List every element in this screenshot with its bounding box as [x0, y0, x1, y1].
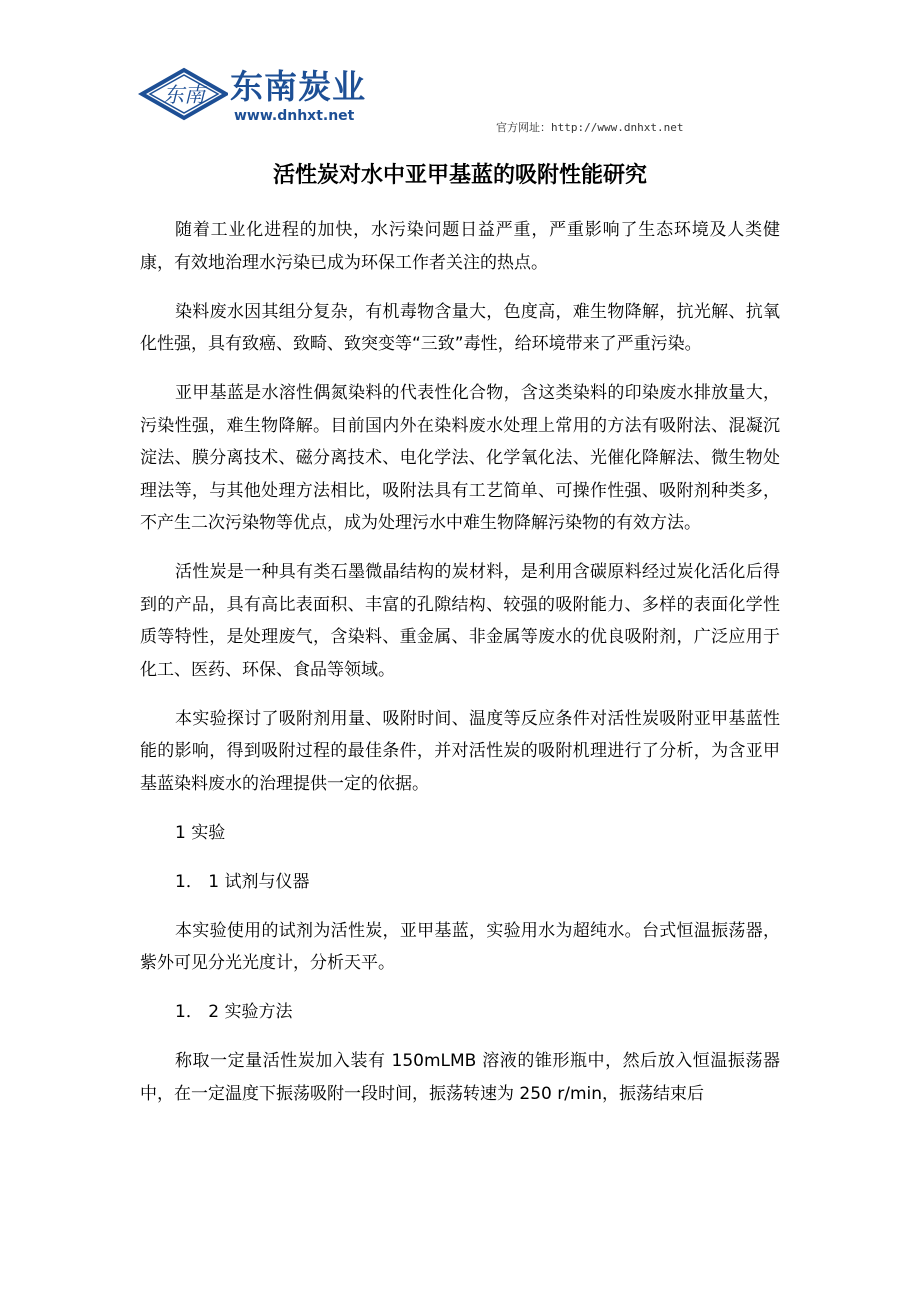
brand-name: 东南炭业	[230, 67, 366, 106]
official-site-label: 官方网址：	[496, 121, 551, 134]
document-title: 活性炭对水中亚甲基蓝的吸附性能研究	[272, 163, 647, 188]
official-site-url[interactable]: http://www.dnhxt.net	[551, 121, 684, 134]
paragraph: 亚甲基蓝是水溶性偶氮染料的代表性化合物，含这类染料的印染废水排放量大，污染性强，难生物降解。目前国内外在染料废水处理上常用的方法有吸附法、混凝沉淀法、膜分离技术、磁分离技术、电化学法、化学氧化法、光催化降解法、微生物处理法等，与其他处理方法相比，吸附法具有工艺简单、可操作性强、吸附剂种类多，不产生二次污染物等优点，成为处理污水中难生物降解污染物的有效方法。	[140, 383, 780, 533]
section-heading-experiment: 1 实验	[175, 822, 226, 843]
company-logo-mark	[138, 64, 228, 124]
official-site	[496, 120, 683, 135]
section-heading-reagents: 1． 1 试剂与仪器	[175, 871, 310, 892]
paragraph: 本实验使用的试剂为活性炭，亚甲基蓝，实验用水为超纯水。台式恒温振荡器，紫外可见分光光度计，分析天平。	[140, 920, 780, 973]
paragraph: 随着工业化进程的加快，水污染问题日益严重，严重影响了生态环境及人类健康，有效地治理水污染已成为环保工作者关注的热点。	[140, 220, 780, 273]
section-heading-method: 1． 2 实验方法	[175, 1002, 293, 1022]
svg-text:东南: 东南	[163, 83, 205, 107]
paragraph: 活性炭是一种具有类石墨微晶结构的炭材料，是利用含碳原料经过炭化活化后得到的产品，具有高比表面积、丰富的孔隙结构、较强的吸附能力、多样的表面化学性质等特性，是处理废气，含染料、重金属、非金属等废水的优良吸附剂，广泛应用于化工、医药、环保、食品等领域。	[140, 562, 780, 680]
paragraph: 本实验探讨了吸附剂用量、吸附时间、温度等反应条件对活性炭吸附亚甲基蓝性能的影响，得到吸附过程的最佳条件，并对活性炭的吸附机理进行了分析，为含亚甲基蓝染料废水的治理提供一定的依据。	[140, 708, 780, 794]
brand-url: www.dnhxt.net	[234, 108, 355, 124]
document-body	[140, 214, 780, 1127]
paragraph: 染料废水因其组分复杂，有机毒物含量大，色度高，难生物降解，抗光解、抗氧化性强，具有致癌、致畸、致突变等“三致”毒性，给环境带来了严重污染。	[140, 301, 780, 354]
paragraph: 称取一定量活性炭加入装有 150mLMB 溶液的锥形瓶中，然后放入恒温振荡器中，在一定温度下振荡吸附一段时间，振荡转速为 250 r/min，振荡结束后	[140, 1051, 780, 1104]
page-header	[138, 58, 708, 138]
